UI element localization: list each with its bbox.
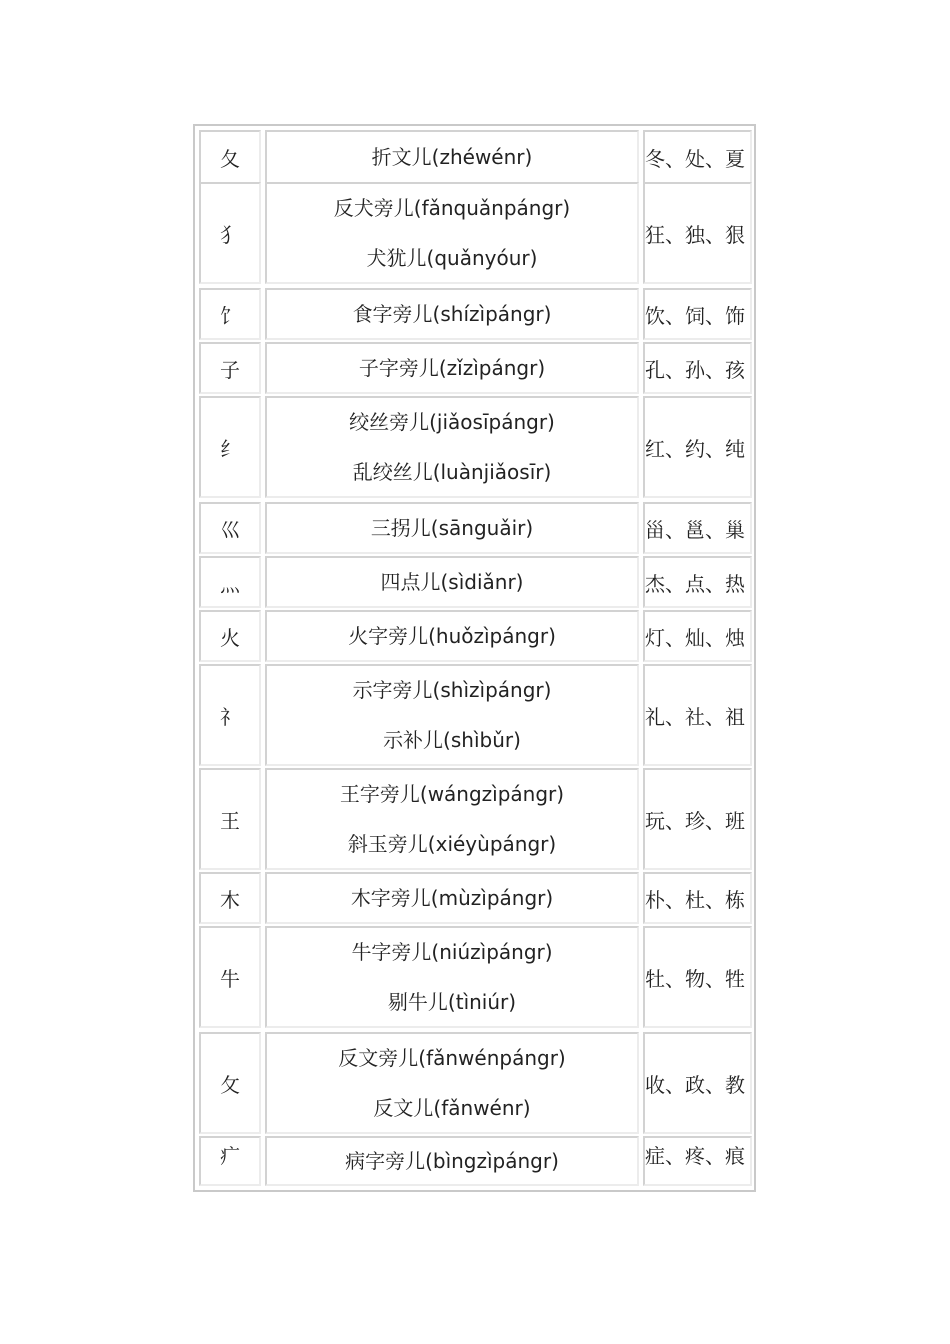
table-row xyxy=(199,130,752,184)
radical-cell xyxy=(199,130,261,184)
radical-cell xyxy=(199,872,261,924)
radical-name-cell xyxy=(265,926,639,1028)
radical-cell xyxy=(199,1136,261,1186)
radical-glyph: 犭 xyxy=(220,222,240,247)
example-chars-cell xyxy=(643,502,752,554)
example-chars-cell xyxy=(643,610,752,662)
table-row xyxy=(199,1136,752,1186)
radical-name: 子字旁儿(zǐzìpángr) xyxy=(358,356,546,380)
radical-cell xyxy=(199,342,261,394)
table-row xyxy=(199,556,752,608)
radical-glyph: 木 xyxy=(220,887,240,912)
radical-cell xyxy=(199,556,261,608)
radical-name: 木字旁儿(mùzìpángr) xyxy=(350,886,554,910)
radical-name-cell xyxy=(265,664,639,766)
table-row xyxy=(199,664,752,766)
example-chars-cell xyxy=(643,664,752,766)
radical-cell xyxy=(199,610,261,662)
radical-table xyxy=(193,124,756,1192)
radical-cell xyxy=(199,396,261,498)
example-chars: 红、约、纯 xyxy=(645,436,745,461)
radical-glyph: 礻 xyxy=(220,704,240,729)
radical-glyph: 疒 xyxy=(220,1144,240,1168)
example-chars: 灯、灿、烛 xyxy=(645,625,745,650)
radical-cell xyxy=(199,664,261,766)
radical-name-cell xyxy=(265,610,639,662)
radical-name-cell xyxy=(265,396,639,498)
table-row xyxy=(199,342,752,394)
table-row xyxy=(199,768,752,870)
radical-name-cell xyxy=(265,1136,639,1186)
example-chars-cell xyxy=(643,342,752,394)
radical-cell xyxy=(199,182,261,284)
table-row xyxy=(199,872,752,924)
example-chars-cell xyxy=(643,130,752,184)
radical-name-cell xyxy=(265,872,639,924)
radical-name-cell xyxy=(265,502,639,554)
radical-name: 四点儿(sìdiǎnr) xyxy=(380,570,524,594)
example-chars: 狂、独、狠 xyxy=(645,222,745,247)
radical-glyph: 夂 xyxy=(220,146,240,171)
radical-name: 三拐儿(sānguǎir) xyxy=(370,516,534,540)
example-chars-cell xyxy=(643,1032,752,1134)
example-chars-cell xyxy=(643,768,752,870)
radical-name-cell xyxy=(265,342,639,394)
radical-glyph: 子 xyxy=(220,357,240,382)
example-chars-cell xyxy=(643,556,752,608)
table-row xyxy=(199,610,752,662)
radical-cell xyxy=(199,926,261,1028)
radical-name: 火字旁儿(huǒzìpángr) xyxy=(348,624,556,648)
radical-cell xyxy=(199,1032,261,1134)
radical-name-cell xyxy=(265,1032,639,1134)
example-chars: 杰、点、热 xyxy=(645,571,745,596)
example-chars: 症、疼、痕 xyxy=(645,1144,745,1168)
radical-name-cell xyxy=(265,768,639,870)
example-chars: 饮、饲、饰 xyxy=(645,303,745,328)
radical-name: 示补儿(shìbǔr) xyxy=(383,728,521,752)
radical-cell xyxy=(199,768,261,870)
radical-glyph: 牛 xyxy=(220,966,240,991)
radical-name: 王字旁儿(wángzìpángr) xyxy=(339,782,565,806)
radical-glyph: 王 xyxy=(220,808,240,833)
radical-name: 反犬旁儿(fǎnquǎnpángr) xyxy=(333,196,571,220)
radical-name: 病字旁儿(bìngzìpángr) xyxy=(345,1149,559,1173)
radical-name: 反文儿(fǎnwénr) xyxy=(373,1096,531,1120)
radical-glyph: 纟 xyxy=(220,436,240,461)
table-row xyxy=(199,396,752,498)
table-row xyxy=(199,926,752,1028)
example-chars: 玩、珍、班 xyxy=(645,808,745,833)
radical-name: 斜玉旁儿(xiéyùpángr) xyxy=(347,832,557,856)
table-row xyxy=(199,502,752,554)
table-row xyxy=(199,288,752,340)
example-chars: 礼、社、祖 xyxy=(645,704,745,729)
table-row xyxy=(199,182,752,284)
example-chars-cell xyxy=(643,182,752,284)
radical-glyph: 攵 xyxy=(220,1072,240,1097)
radical-glyph: 火 xyxy=(220,625,240,650)
radical-name: 折文儿(zhéwénr) xyxy=(371,145,533,169)
radical-glyph: 巛 xyxy=(220,517,240,542)
example-chars-cell xyxy=(643,288,752,340)
example-chars: 孔、孙、孩 xyxy=(645,357,745,382)
radical-name-cell xyxy=(265,556,639,608)
radical-name: 示字旁儿(shìzìpángr) xyxy=(352,678,552,702)
radical-name: 绞丝旁儿(jiǎosīpángr) xyxy=(349,410,555,434)
radical-name-cell xyxy=(265,182,639,284)
example-chars: 牡、物、牲 xyxy=(645,966,745,991)
example-chars: 冬、处、夏 xyxy=(645,146,745,171)
radical-name: 反文旁儿(fǎnwénpángr) xyxy=(338,1046,566,1070)
example-chars-cell xyxy=(643,1136,752,1186)
example-chars-cell xyxy=(643,926,752,1028)
radical-cell xyxy=(199,288,261,340)
radical-name: 剔牛儿(tìniúr) xyxy=(387,990,517,1014)
radical-name-cell xyxy=(265,288,639,340)
radical-name: 牛字旁儿(niúzìpángr) xyxy=(351,940,553,964)
example-chars: 朴、杜、栋 xyxy=(645,887,745,912)
radical-glyph: 灬 xyxy=(220,571,240,596)
example-chars: 收、政、教 xyxy=(645,1072,745,1097)
radical-glyph: 饣 xyxy=(220,303,240,328)
example-chars: 甾、邕、巢 xyxy=(645,517,745,542)
radical-name: 乱绞丝儿(luànjiǎosīr) xyxy=(352,460,552,484)
radical-name-cell xyxy=(265,130,639,184)
radical-cell xyxy=(199,502,261,554)
table-row xyxy=(199,1032,752,1134)
radical-name: 食字旁儿(shízìpángr) xyxy=(352,302,552,326)
example-chars-cell xyxy=(643,396,752,498)
example-chars-cell xyxy=(643,872,752,924)
radical-name: 犬犹儿(quǎnyóur) xyxy=(366,246,538,270)
